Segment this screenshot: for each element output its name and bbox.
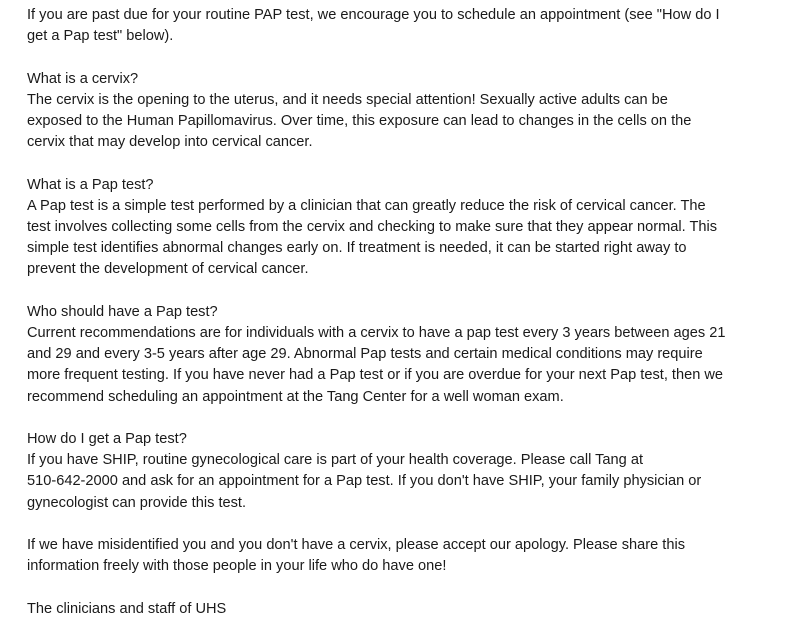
section-line: prevent the development of cervical cancer. — [27, 261, 309, 278]
closing-paragraph — [27, 535, 757, 577]
section-what-is-pap-test — [27, 175, 757, 281]
section-line: cervix that may develop into cervical cancer. — [27, 134, 313, 151]
section-line: gynecologist can provide this test. — [27, 494, 247, 511]
section-line: recommend scheduling an appointment at the Tang Center for a well woman exam. — [27, 388, 564, 405]
section-line: exposed to the Human Papillomavirus. Over time, this exposure can lead to changes in the cells on the — [27, 113, 692, 129]
section-heading: Who should have a Pap test? — [27, 303, 218, 320]
section-line: The cervix is the opening to the uterus, and it needs special attention! Sexually active adults can be — [27, 91, 668, 108]
signature — [27, 599, 757, 620]
section-heading: What is a cervix? — [27, 70, 139, 87]
section-line: If you have SHIP, routine gynecological care is part of your health coverage. Please call Tang at — [27, 452, 644, 469]
closing-line: If we have misidentified you and you don't have a cervix, please accept our apology. Please share this — [27, 537, 686, 553]
section-line: Current recommendations are for individuals with a cervix to have a pap test every 3 years between ages 21 — [27, 325, 726, 341]
section-how-to-get-pap-test — [27, 429, 757, 514]
section-line: more frequent testing. If you have never had a Pap test or if you are overdue for your next Pap test, then we — [27, 367, 724, 384]
intro-line: get a Pap test" below). — [27, 28, 174, 45]
section-line: test involves collecting some cells from the cervix and checking to make sure that they appear normal. This — [27, 219, 718, 235]
section-line: and 29 and every 3-5 years after age 29. Abnormal Pap tests and certain medical conditions may require — [27, 346, 703, 363]
section-line: A Pap test is a simple test performed by a clinician that can greatly reduce the risk of cervical cancer. The — [27, 197, 706, 214]
section-who-should-have-pap-test — [27, 302, 757, 408]
closing-line: information freely with those people in your life who do have one! — [27, 558, 447, 575]
section-what-is-cervix — [27, 69, 757, 154]
signature-line: The clinicians and staff of UHS — [27, 600, 227, 617]
intro-paragraph — [27, 5, 757, 47]
section-heading: How do I get a Pap test? — [27, 431, 187, 447]
intro-line: If you are past due for your routine PAP test, we encourage you to schedule an appointment (see "How do I — [27, 7, 720, 23]
section-heading: What is a Pap test? — [27, 176, 154, 193]
section-line: simple test identifies abnormal changes early on. If treatment is needed, it can be started right away to — [27, 240, 687, 257]
section-line: 510-642-2000 and ask for an appointment for a Pap test. If you don't have SHIP, your family physician or — [27, 473, 702, 490]
